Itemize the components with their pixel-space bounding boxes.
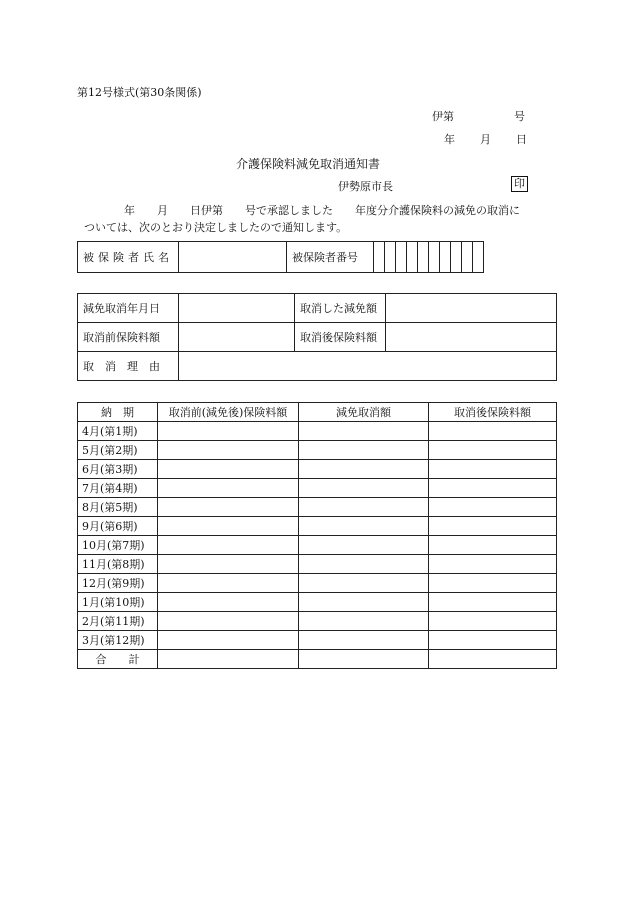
- insured-number-digit: [462, 242, 473, 273]
- table-row: [78, 612, 557, 631]
- after-amount-label: 取消後保険料額: [295, 323, 386, 352]
- doc-number-suffix: 号: [514, 110, 525, 123]
- insured-number-digit: [418, 242, 429, 273]
- period-label: 2月(第11期): [78, 612, 158, 631]
- table-row: [78, 574, 557, 593]
- total-row: [78, 650, 557, 669]
- document-title: 介護保険料減免取消通知書: [236, 157, 381, 171]
- insured-number-digit: [429, 242, 440, 273]
- insured-name-label: 被保険者氏名: [78, 242, 179, 273]
- issuer-name: 伊勢原市長: [338, 180, 393, 193]
- cancel-reason-value: [179, 352, 557, 381]
- date-year: 年: [444, 133, 455, 146]
- table-row: [78, 631, 557, 650]
- period-label: 1月(第10期): [78, 593, 158, 612]
- schedule-header-after: 取消後保険料額: [429, 403, 557, 422]
- table-row: [78, 460, 557, 479]
- period-label: 7月(第4期): [78, 479, 158, 498]
- table-row: [78, 479, 557, 498]
- period-label: 12月(第9期): [78, 574, 158, 593]
- insured-number-digit: [385, 242, 396, 273]
- period-label: 6月(第3期): [78, 460, 158, 479]
- period-label: 11月(第8期): [78, 555, 158, 574]
- schedule-header-period: 納 期: [78, 403, 158, 422]
- period-label: 10月(第7期): [78, 536, 158, 555]
- period-label: 9月(第6期): [78, 517, 158, 536]
- cancel-date-label: 減免取消年月日: [78, 294, 179, 323]
- doc-number-prefix: 伊第: [432, 110, 454, 123]
- table-row: [78, 498, 557, 517]
- table-row: [78, 536, 557, 555]
- insured-number-digit: [451, 242, 462, 273]
- cancel-date-value: [179, 294, 295, 323]
- period-label: 4月(第1期): [78, 422, 158, 441]
- table-row: [78, 517, 557, 536]
- table-row: [78, 422, 557, 441]
- form-number: 第12号様式(第30条関係): [77, 86, 202, 99]
- period-label: 5月(第2期): [78, 441, 158, 460]
- cancel-info-table: [77, 293, 557, 381]
- period-label: 3月(第12期): [78, 631, 158, 650]
- insured-table: [77, 241, 484, 273]
- before-amount-label: 取消前保険料額: [78, 323, 179, 352]
- cancelled-amount-label: 取消した減免額: [295, 294, 386, 323]
- insured-number-digit: [396, 242, 407, 273]
- insured-name-value: [179, 242, 287, 273]
- schedule-header-cancel: 減免取消額: [299, 403, 429, 422]
- total-label: 合 計: [78, 650, 158, 669]
- cancel-reason-label: 取 消 理 由: [78, 352, 179, 381]
- body-line-2: ついては、次のとおり決定しましたので通知します。: [84, 221, 348, 234]
- schedule-table: [77, 402, 557, 669]
- date-month: 月: [480, 133, 491, 146]
- period-label: 8月(第5期): [78, 498, 158, 517]
- insured-number-digit: [407, 242, 418, 273]
- table-row: [78, 593, 557, 612]
- insured-number-label: 被保険者番号: [287, 242, 374, 273]
- after-amount-value: [386, 323, 557, 352]
- insured-number-digit: [440, 242, 451, 273]
- table-row: [78, 555, 557, 574]
- before-amount-value: [179, 323, 295, 352]
- schedule-header-before: 取消前(減免後)保険料額: [158, 403, 299, 422]
- date-day: 日: [516, 133, 527, 146]
- seal-mark: 印: [511, 176, 528, 192]
- cancelled-amount-value: [386, 294, 557, 323]
- insured-number-digit: [374, 242, 385, 273]
- body-line-1: 年 月 日伊第 号で承認しました 年度分介護保険料の減免の取消に: [124, 204, 520, 217]
- table-row: [78, 441, 557, 460]
- insured-number-digit: [473, 242, 484, 273]
